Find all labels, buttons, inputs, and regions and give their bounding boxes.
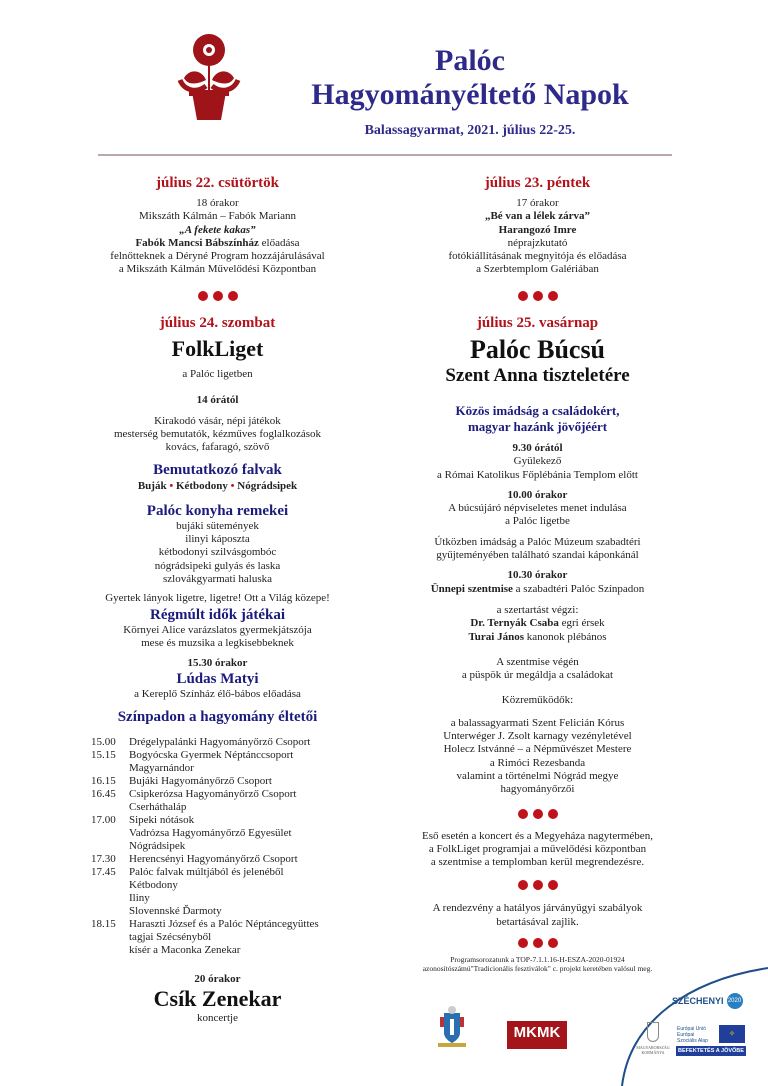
schedule-row [91, 931, 381, 944]
schedule-performer: Kétbodony [129, 879, 178, 891]
schedule-row [91, 736, 381, 749]
dish: szlovákgyarmati haluska [162, 572, 273, 585]
schedule-performer: Bujáki Hagyományőrző Csoport [129, 775, 272, 787]
schedule-performer: kísér a Maconka Zenekar [129, 944, 241, 956]
fair-line: kovács, fafaragó, szövő [165, 441, 270, 454]
szechenyi-arc [600, 960, 768, 1086]
schedule-time: 15.00 [91, 736, 116, 748]
schedule-row [91, 853, 381, 866]
schedule-performer: Vadrózsa Hagyományőrző Egyesület [129, 827, 292, 839]
schedule-performer: Haraszti József és a Palóc Néptáncegyüttes [129, 918, 319, 930]
header-divider [98, 154, 672, 156]
schedule-time [91, 762, 129, 775]
village: Kétbodony [175, 480, 228, 493]
time-1000: 10.00 órakor [507, 488, 568, 501]
day1-line6: a Mikszáth Kálmán Művelődési Központban [118, 263, 317, 276]
day3-heading: július 24. szombat [159, 315, 276, 331]
games-line: mese és muzsika a legkisebbeknek [141, 636, 294, 649]
day1-authors: Mikszáth Kálmán – Fabók Mariann [138, 210, 297, 223]
title-line-2: Hagyományéltető Napok [311, 78, 629, 111]
contrib-line: hagyományőrzői [500, 783, 575, 796]
day3-event: FolkLiget [171, 336, 264, 361]
flower-pot-logo [176, 30, 242, 122]
contrib-heading: Közreműködők: [501, 694, 574, 707]
schedule-performer: Herencsényi Hagyományőrző Csoport [129, 853, 298, 865]
time-1030: 10.30 órakor [507, 569, 568, 582]
schedule-row [91, 762, 381, 775]
way-line: Útközben imádság a Palóc Múzeum szabadtéri [434, 535, 641, 548]
day1-play: „A fekete kakas” [179, 223, 256, 236]
schedule-time [91, 840, 129, 853]
rain-line: a FolkLiget programjai a művelődési központban [428, 842, 647, 855]
stage-heading: Színpadon a hagyomány éltetői [117, 708, 318, 725]
stage-schedule [91, 736, 381, 957]
day3-time: 14 órától [196, 394, 239, 407]
schedule-time [91, 879, 129, 892]
dish: nógrádsipeki gulyás és laska [154, 559, 281, 572]
celebrant1: Dr. Ternyák Csaba [470, 617, 559, 630]
celebrant2-role: kanonok plébános [524, 630, 607, 643]
schedule-row [91, 788, 381, 801]
games-line: Környei Alice varázslatos gyermekjátszója [123, 623, 312, 636]
schedule-time: 16.45 [91, 788, 116, 800]
schedule-row [91, 840, 381, 853]
schedule-performer: Csipkerózsa Hagyományőrző Csoport [129, 788, 297, 800]
schedule-row [91, 775, 381, 788]
rain-line: a szentmise a templomban kerül megrendezésre. [430, 856, 645, 869]
end-line: A szentmise végén [496, 655, 579, 668]
eu-flag-icon: ✧ [719, 1025, 745, 1043]
fair-line: mesterség bemutatók, kézműves foglalkozások [113, 427, 322, 440]
invest-banner: BEFEKTETÉS A JÖVŐBE [676, 1046, 746, 1056]
schedule-performer: Cserháthaláp [129, 801, 187, 813]
schedule-row [91, 879, 381, 892]
szechenyi-2020-badge: 2020 [727, 993, 743, 1009]
prayer-line: magyar hazánk jövőjéért [467, 419, 608, 434]
schedule-performer: Sipeki nótások [129, 814, 195, 826]
schedule-row [91, 827, 381, 840]
mkmk-text: MKMK [513, 1024, 561, 1041]
quote: Gyertek lányok ligetre, ligetre! Ott a Világ közepe! [105, 592, 330, 605]
hungarian-government-logo [630, 1022, 676, 1055]
dish: ilinyi káposzta [185, 533, 250, 546]
puppet-time: 15.30 órakor [187, 657, 248, 670]
day1-heading: július 22. csütörtök [156, 175, 279, 191]
schedule-time [91, 892, 129, 905]
separator-dots [85, 291, 350, 301]
end-line: a püspök úr megáldja a családokat [461, 669, 614, 682]
t2-line: a Palóc ligetbe [505, 515, 570, 528]
day3-place: a Palóc ligetben [182, 368, 253, 380]
puppet-title: Lúdas Matyi [176, 671, 259, 688]
schedule-performer: Palóc falvak múltjából és jelenéből [129, 866, 284, 878]
schedule-time: 17.00 [91, 814, 116, 826]
t1-line: Gyülekező [513, 455, 562, 468]
concert-desc: koncertje [197, 1012, 238, 1025]
prayer-line: Közös imádság a családokért, [455, 403, 620, 418]
time-930: 9.30 órától [512, 442, 563, 454]
schedule-row [91, 749, 381, 762]
rules-line: betartásával zajlik. [496, 915, 579, 928]
games-heading: Régmúlt idők játékai [150, 606, 285, 623]
schedule-row [91, 892, 381, 905]
villages-heading: Bemutatkozó falvak [153, 462, 282, 479]
contrib-line: valamint a történelmi Nógrád megye [456, 769, 619, 782]
schedule-time: 18.15 [91, 918, 116, 930]
gov-text: MAGYARORSZÁG KORMÁNYA [636, 1045, 670, 1055]
title-line-1: Palóc [435, 44, 505, 77]
day2-role: néprajzkutató [507, 236, 568, 249]
schedule-performer: Iliny [129, 892, 150, 904]
day1-troupe: Fabók Mancsi Bábszínház [135, 236, 259, 249]
rain-line: Eső esetén a koncert és a Megyeháza nagytermében, [422, 829, 653, 842]
schedule-performer: Magyarnándor [129, 762, 194, 774]
subtitle: Balassagyarmat, 2021. július 22-25. [364, 123, 576, 138]
way-line: gyűjteményében található szandai káponkánál [436, 549, 639, 562]
contrib-line: a balassagyarmati Szent Felicián Kórus [450, 716, 625, 729]
t1-line: a Római Katolikus Főplébánia Templom előtt [437, 468, 638, 481]
dish: kétbodonyi szilvásgombóc [158, 546, 277, 559]
separator-dots [395, 291, 680, 301]
day2-person: Harangozó Imre [498, 223, 577, 236]
mass-suffix: a szabadtéri Palóc Színpadon [512, 582, 645, 595]
separator-dots [395, 938, 680, 948]
concert-time: 20 órakor [194, 973, 241, 985]
schedule-row [91, 866, 381, 879]
day4-heading: július 25. vasárnap [476, 315, 599, 331]
day2-line6: a Szerbtemplom Galériában [476, 263, 599, 276]
schedule-time: 16.15 [91, 775, 116, 787]
celebrant1-role: egri érsek [558, 617, 605, 630]
schedule-row [91, 918, 381, 931]
mass: Ünnepi szentmise [430, 582, 513, 595]
dish: bujáki sütemények [176, 519, 259, 532]
funding-line: Programsorozatunk a TOP-7.1.1.16-H-ESZA-2020-01924 [450, 955, 625, 965]
concert-title: Csík Zenekar [153, 986, 282, 1012]
schedule-performer: Bogyócska Gyermek Néptánccsoport [129, 749, 294, 761]
village: Buják [137, 480, 167, 493]
schedule-time [91, 801, 129, 814]
day1-troupe-suffix: előadása [258, 236, 300, 249]
day2-line5: fotókiállításának megnyitója és előadása [448, 250, 627, 263]
day4-event-sub: Szent Anna tiszteletére [445, 365, 630, 386]
schedule-time: 17.30 [91, 853, 116, 865]
eu-text: Európai Unió Európai Szociális Alap [677, 1026, 708, 1044]
village: Nógrádsipek [237, 480, 298, 493]
schedule-performer: Nógrádsipek [129, 840, 186, 852]
schedule-time: 15.15 [91, 749, 116, 761]
funding-line: azonosítószámú"Tradicionális fesztiválok" c. projekt keretében valósul meg. [422, 964, 653, 974]
puppet-desc: a Kereplő Színház élő-bábos előadása [134, 688, 301, 701]
contrib-line: a Rimóci Rezesbanda [489, 756, 586, 769]
schedule-row [91, 944, 381, 957]
szechenyi-text: SZÉCHENYI [672, 996, 724, 1006]
contrib-line: Unterwéger J. Zsolt karnagy vezényletével [443, 730, 632, 743]
schedule-time [91, 931, 129, 944]
t2-line: A búcsújáró népviseletes menet indulása [448, 502, 627, 515]
schedule-row [91, 801, 381, 814]
schedule-time [91, 827, 129, 840]
celebrant-intro: a szertartást végzi: [496, 603, 579, 616]
schedule-time [91, 944, 129, 957]
contrib-line: Holecz Istvánné – a Népművészet Mestere [443, 743, 632, 756]
day2-heading: július 23. péntek [484, 175, 591, 191]
schedule-row [91, 814, 381, 827]
celebrant2: Turai János [468, 630, 525, 643]
rules-line: A rendezvény a hatályos járványügyi szabályok [432, 902, 643, 915]
schedule-performer: Drégelypalánki Hagyományőrző Csoport [129, 736, 311, 748]
separator-dots [395, 809, 680, 819]
schedule-time: 17.45 [91, 866, 116, 878]
day1-line5: felnőtteknek a Déryné Program hozzájárulásával [110, 250, 325, 263]
separator-dots [395, 880, 680, 890]
mkmk-logo [507, 1021, 567, 1049]
day2-time: 17 órakor [516, 197, 559, 209]
day4-event: Palóc Búcsú [469, 335, 606, 364]
kitchen-heading: Palóc konyha remekei [146, 502, 289, 519]
day2-title: „Bé van a lélek zárva” [484, 210, 591, 223]
schedule-time [91, 905, 129, 918]
schedule-performer: Slovennské Ďarmoty [129, 905, 222, 917]
day1-time: 18 órakor [196, 197, 239, 209]
city-coat-of-arms-logo [434, 1005, 470, 1049]
schedule-row [91, 905, 381, 918]
schedule-performer: tagjai Szécsényből [129, 931, 212, 943]
fair-line: Kirakodó vásár, népi játékok [154, 414, 281, 427]
